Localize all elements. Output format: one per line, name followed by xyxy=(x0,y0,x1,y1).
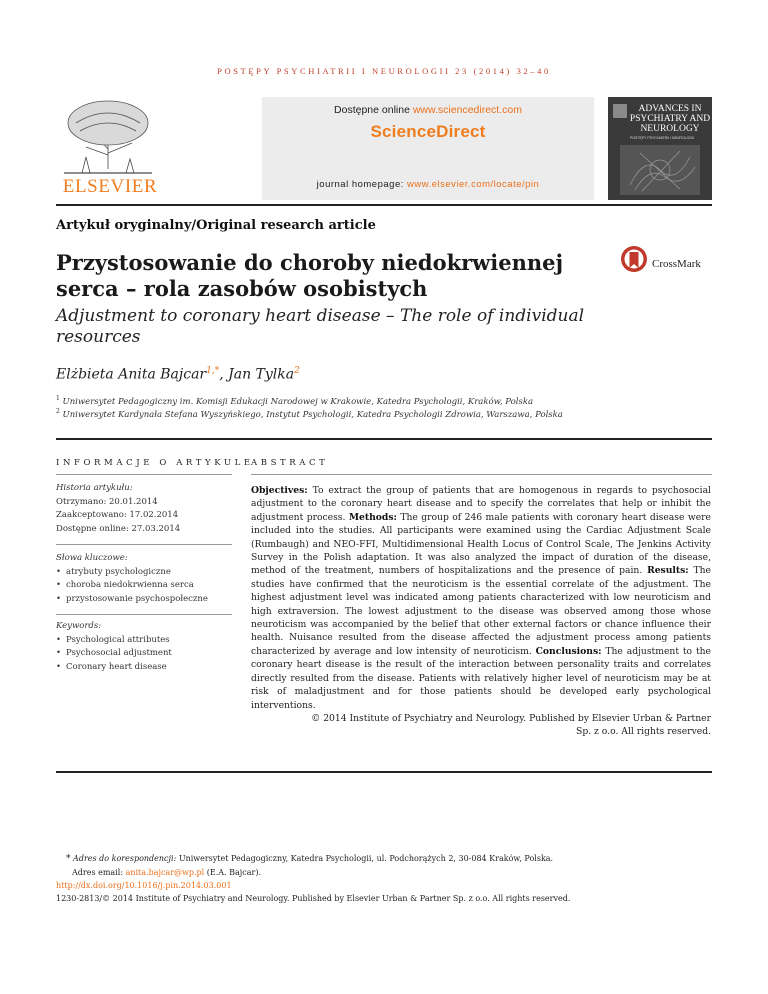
abstract-body xyxy=(251,484,711,739)
affiliation-number: 2 xyxy=(56,408,60,415)
cover-illustration xyxy=(620,145,700,195)
email-link[interactable]: anita.bajcar@wp.pl xyxy=(125,868,205,877)
keyword-item: • Psychological attributes xyxy=(56,634,232,648)
journal-homepage-link[interactable]: www.elsevier.com/locate/pin xyxy=(407,179,540,190)
author-marks[interactable]: 1,* xyxy=(206,366,220,376)
keywords-pl-label: Słowa kluczowe: xyxy=(56,553,128,563)
affiliation xyxy=(56,405,712,422)
keyword-item: • przystosowanie psychospołeczne xyxy=(56,593,232,607)
footnote-star: * xyxy=(66,854,71,864)
correspondence-line xyxy=(56,852,712,866)
accepted-date: Zaakceptowano: 17.02.2014 xyxy=(56,510,179,520)
email-label: Adres email: xyxy=(72,868,126,877)
keyword-item: • Coronary heart disease xyxy=(56,661,232,675)
online-date: Dostępne online: 27.03.2014 xyxy=(56,523,181,534)
author-name[interactable]: Jan Tylka xyxy=(228,366,295,383)
cover-subtitle: POSTĘPY PSYCHIATRII I NEUROLOGII xyxy=(629,136,695,140)
conclusions-text: The adjustment to the coronary heart disease is the result of the interaction between personality traits and correlates directly resulted from the disease. Patients with relatively higher level of neuroticism may be at risk of maladjustment and for those patients should be developed early psychological interventions. xyxy=(251,645,711,711)
author-list xyxy=(56,366,300,383)
copyright-line-2: Sp. z o.o. All rights reserved. xyxy=(576,726,711,738)
available-online xyxy=(262,104,594,116)
history-label: Historia artykułu: xyxy=(56,483,133,493)
keywords-en-label: Keywords: xyxy=(56,621,102,631)
author-name[interactable]: Elżbieta Anita Bajcar xyxy=(56,366,207,383)
correspondence-label: Adres do korespondencji: xyxy=(73,854,177,863)
info-top-rule xyxy=(56,438,712,440)
copyright-line-1: © 2014 Institute of Psychiatry and Neurology. Published by Elsevier Urban & Partner xyxy=(311,712,711,724)
footnote xyxy=(56,852,712,905)
author-separator: , xyxy=(219,366,229,383)
cover-publisher-icon xyxy=(613,104,627,118)
journal-homepage-label: journal homepage: xyxy=(316,179,408,190)
affiliation-text: Uniwersytet Kardynała Stefana Wyszyńskiego, Instytut Psychologii, Katedra Psychologii Zdrowia, Warszawa, Polska xyxy=(62,409,563,420)
elsevier-wordmark: ELSEVIER xyxy=(62,176,158,197)
keyword-item: • Psychosocial adjustment xyxy=(56,647,232,661)
affiliation-number: 1 xyxy=(56,395,60,402)
article-history xyxy=(56,482,232,536)
email-suffix: (E.A. Bajcar). xyxy=(204,868,261,877)
keyword-item: • atrybuty psychologiczne xyxy=(56,566,232,580)
cover-title: ADVANCES IN PSYCHIATRY AND NEUROLOGY xyxy=(629,104,711,134)
article-info-heading: INFORMACJE O ARTYKULE xyxy=(56,458,254,468)
abstract-bottom-rule xyxy=(56,771,712,773)
issn-copyright: 1230-2813/© 2014 Institute of Psychiatry and Neurology. Published by Elsevier Urban & Partner Sp. z o.o. All rights reserved. xyxy=(56,894,571,903)
author-marks[interactable]: 2 xyxy=(294,366,300,376)
objectives-text: To extract the group of patients that are homogenous in regards to psychosocial adjustment to the coronary heart disease and to specify the correlates that help or inhibit the adjustment process. xyxy=(251,485,711,523)
abstract-heading: ABSTRACT xyxy=(251,458,329,468)
received-date: Otrzymano: 20.01.2014 xyxy=(56,496,158,507)
doi-link[interactable]: http://dx.doi.org/10.1016/j.pin.2014.03.001 xyxy=(56,881,232,890)
keywords-polish xyxy=(56,552,232,606)
methods-label: Methods: xyxy=(348,511,397,523)
email-line xyxy=(56,866,712,879)
journal-homepage xyxy=(262,179,594,190)
article-subtitle: Adjustment to coronary heart disease – The role of individual resources xyxy=(56,306,585,347)
sciencedirect-logo: ScienceDirect xyxy=(370,122,486,141)
methods-text: The group of 246 male patients with coronary heart disease were included into the studies. All participants were examined using the Cardiac Adjustment Scale (Rumbaugh) and NEO-FFI, Multidimensional Health Locus of Control Scale, The Jenkins Activity Survey in the Polish adaptation. It was also analyzed the impact of duration of the disease, method of the treatment, numbers of hospitalizations and the presence of pain. xyxy=(251,511,711,577)
keywords-english xyxy=(56,620,232,674)
conclusions-label: Conclusions: xyxy=(535,645,602,657)
results-text: The studies have confirmed that the neuroticism is the essential correlate of the adjustment. The highest adjustment level was indicated among patients characterized with low neuroticism and high extraversion. The lowest adjustment to the disease was observed among those whose neuroticism was accompanied by the belief that other external factors or chance influence their health. Nuisance resulted from the disease affected the adjustment process among patients characterized by average and low intensity of neuroticism. xyxy=(251,565,711,657)
info-divider xyxy=(56,614,232,615)
correspondence-address: Uniwersytet Pedagogiczny, Katedra Psychologii, ul. Podchorążych 2, 30-084 Kraków, Polska. xyxy=(176,854,554,863)
header-rule xyxy=(56,204,712,206)
objectives-label: Objectives: xyxy=(251,485,308,496)
abstract-divider xyxy=(251,474,712,475)
article-title: Przystosowanie do choroby niedokrwiennej serca – rola zasobów osobistych xyxy=(56,250,564,301)
article-type: Artykuł oryginalny/Original research article xyxy=(56,218,376,233)
crossmark-label[interactable]: CrossMark xyxy=(652,258,701,270)
info-divider xyxy=(56,474,232,475)
info-divider xyxy=(56,544,232,545)
available-online-label: Dostępne online xyxy=(334,104,413,116)
results-label: Results: xyxy=(647,565,689,577)
keyword-item: • choroba niedokrwienna serca xyxy=(56,579,232,593)
sciencedirect-link[interactable]: www.sciencedirect.com xyxy=(412,104,522,116)
affiliation-text: Uniwersytet Pedagogiczny im. Komisji Edukacji Narodowej w Krakowie, Katedra Psychologii, Kraków, Polska xyxy=(62,396,534,407)
running-head: POSTĘPY PSYCHIATRII I NEUROLOGII 23 (2014) 32–40 xyxy=(217,66,551,76)
crossmark-icon[interactable] xyxy=(620,244,648,274)
